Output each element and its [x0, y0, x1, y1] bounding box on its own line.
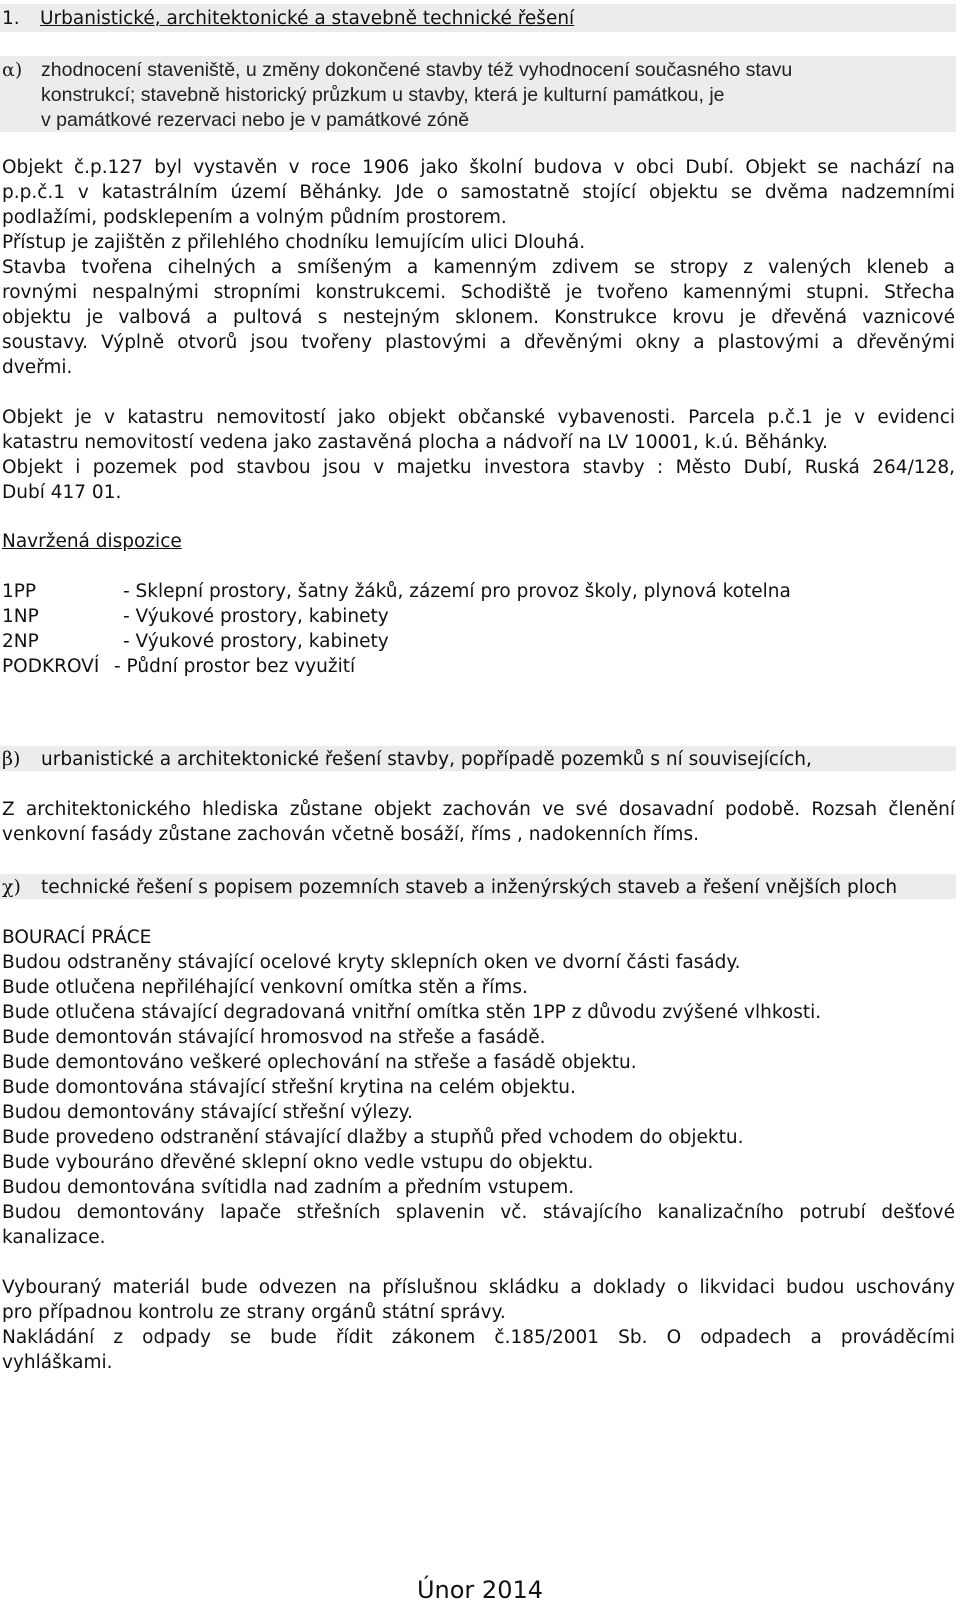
bourani-line: Bude otlučena nepřiléhající venkovní omítka stěn a říms.: [2, 977, 528, 998]
para1-line-7: objektu je valbová a pultová s nestejným sklonem. Konstrukce krovu je dřevěná vaznicové: [2, 307, 955, 328]
chi-heading: [2, 875, 898, 900]
dispozice-desc: - Výukové prostory, kabinety: [123, 631, 389, 652]
dispozice-row: [2, 629, 952, 654]
dispozice-code: 1PP: [2, 581, 37, 602]
dispozice-row: [2, 579, 952, 604]
para2-line-2: katastru nemovitostí vedena jako zastavěná plocha a nádvoří na LV 10001, k.ú. Běhánky.: [2, 432, 828, 453]
bourani-line: Bude otlučena stávající degradovaná vnitřní omítka stěn 1PP z důvodu zvýšené vlhkosti.: [2, 1002, 822, 1023]
alpha-line-1: zhodnocení staveniště, u změny dokončené stavby též vyhodnocení současného stavu: [41, 59, 793, 81]
para1-line-1: Objekt č.p.127 byl vystavěn v roce 1906 jako školní budova v obci Dubí. Objekt se nachází na: [2, 157, 955, 178]
para1-line-5: Stavba tvořena cihelných a smíšeným a kamenným zdivem se stropy z valených kleneb a: [2, 257, 955, 278]
beta-line-1: Z architektonického hlediska zůstane objekt zachován ve své dosavadní podobě. Rozsah členění: [2, 799, 955, 820]
para1-line-8: soustavy. Výplně otvorů jsou tvořeny plastovými a dřevěnými okny a plastovými a dřevěnými: [2, 332, 955, 353]
para1-line-2: p.p.č.1 v katastrálním území Běhánky. Jde o samostatně stojící objektu se dvěma nadzemními: [2, 182, 955, 203]
beta-line-2: venkovní fasády zůstane zachován včetně bosáží, říms , nadokenních říms.: [2, 824, 699, 845]
dispozice-heading: Navržená dispozice: [2, 531, 182, 552]
dispozice-code: 2NP: [2, 631, 39, 652]
dispozice-desc: - Půdní prostor bez využití: [114, 656, 356, 677]
chi-title: technické řešení s popisem pozemních staveb a inženýrských staveb a řešení vnějších ploch: [41, 877, 898, 898]
dispozice-row: [2, 604, 952, 629]
para1-line-9: dveřmi.: [2, 357, 73, 378]
dispozice-desc: - Výukové prostory, kabinety: [123, 606, 389, 627]
bourani-line: Bude demontován stávající hromosvod na střeše a fasádě.: [2, 1027, 546, 1048]
dispozice-code: PODKROVÍ: [2, 656, 100, 677]
beta-heading: [2, 747, 812, 772]
vybourany-line-1: Vybouraný materiál bude odvezen na příslušnou skládku a doklady o likvidaci budou uschovány: [2, 1277, 955, 1298]
bourani-line: Budou demontována svítidla nad zadním a předním vstupem.: [2, 1177, 575, 1198]
dispozice-desc: - Sklepní prostory, šatny žáků, zázemí pro provoz školy, plynová kotelna: [123, 581, 791, 602]
para1-line-3: podlažími, podsklepením a volným půdním prostorem.: [2, 207, 507, 228]
beta-symbol: β): [2, 748, 21, 770]
para2-line-1: Objekt je v katastru nemovitostí jako objekt občanské vybavenosti. Parcela p.č.1 je v evidenci: [2, 407, 955, 428]
bourani-heading: BOURACÍ PRÁCE: [2, 927, 152, 948]
page-footer-date: Únor 2014: [416, 1576, 544, 1604]
para2-line-4: Dubí 417 01.: [2, 482, 122, 503]
dispozice-code: 1NP: [2, 606, 39, 627]
para2-line-3: Objekt i pozemek pod stavbou jsou v majetku investora stavby : Město Dubí, Ruská 264/128,: [2, 457, 955, 478]
bourani-line: Bude domontována stávající střešní krytina na celém objektu.: [2, 1077, 576, 1098]
alpha-heading: [2, 58, 793, 83]
vybourany-line-4: vyhláškami.: [2, 1352, 113, 1373]
section-title: Urbanistické, architektonické a stavebně technické řešení: [40, 8, 575, 29]
bourani-line: Bude vybouráno dřevěné sklepní okno vedle vstupu do objektu.: [2, 1152, 594, 1173]
section-number: 1.: [2, 8, 20, 29]
vybourany-line-2: pro případnou kontrolu ze strany orgánů státní správy.: [2, 1302, 506, 1323]
bourani-line: Bude demontováno veškeré oplechování na střeše a fasádě objektu.: [2, 1052, 637, 1073]
alpha-symbol: α): [2, 59, 23, 81]
section-heading: [2, 6, 575, 31]
bourani-line: Budou odstraněny stávající ocelové kryty sklepních oken ve dvorní části fasády.: [2, 952, 741, 973]
chi-symbol: χ): [2, 876, 21, 898]
para1-line-6: rovnými nespalnými stropními konstrukcemi. Schodiště je tvořeno kamennými stupni. Střecha: [2, 282, 955, 303]
bourani-line: Bude provedeno odstranění stávající dlažby a stupňů před vchodem do objektu.: [2, 1127, 744, 1148]
para1-line-4: Přístup je zajištěn z přilehlého chodníku lemujícím ulici Dlouhá.: [2, 232, 586, 253]
bourani-line: kanalizace.: [2, 1227, 106, 1248]
bourani-line: Budou demontovány lapače střešních splavenin vč. stávajícího kanalizačního potrubí dešťové: [2, 1202, 955, 1223]
vybourany-line-3: Nakládání z odpady se bude řídit zákonem č.185/2001 Sb. O odpadech a prováděcími: [2, 1327, 955, 1348]
dispozice-row: [2, 654, 952, 679]
alpha-line-2: konstrukcí; stavebně historický průzkum u stavby, která je kulturní památkou, je: [41, 84, 725, 106]
alpha-line-3: v památkové rezervaci nebo je v památkové zóně: [41, 109, 470, 131]
beta-title: urbanistické a architektonické řešení stavby, popřípadě pozemků s ní souvisejících,: [41, 749, 812, 770]
bourani-line: Budou demontovány stávající střešní výlezy.: [2, 1102, 413, 1123]
